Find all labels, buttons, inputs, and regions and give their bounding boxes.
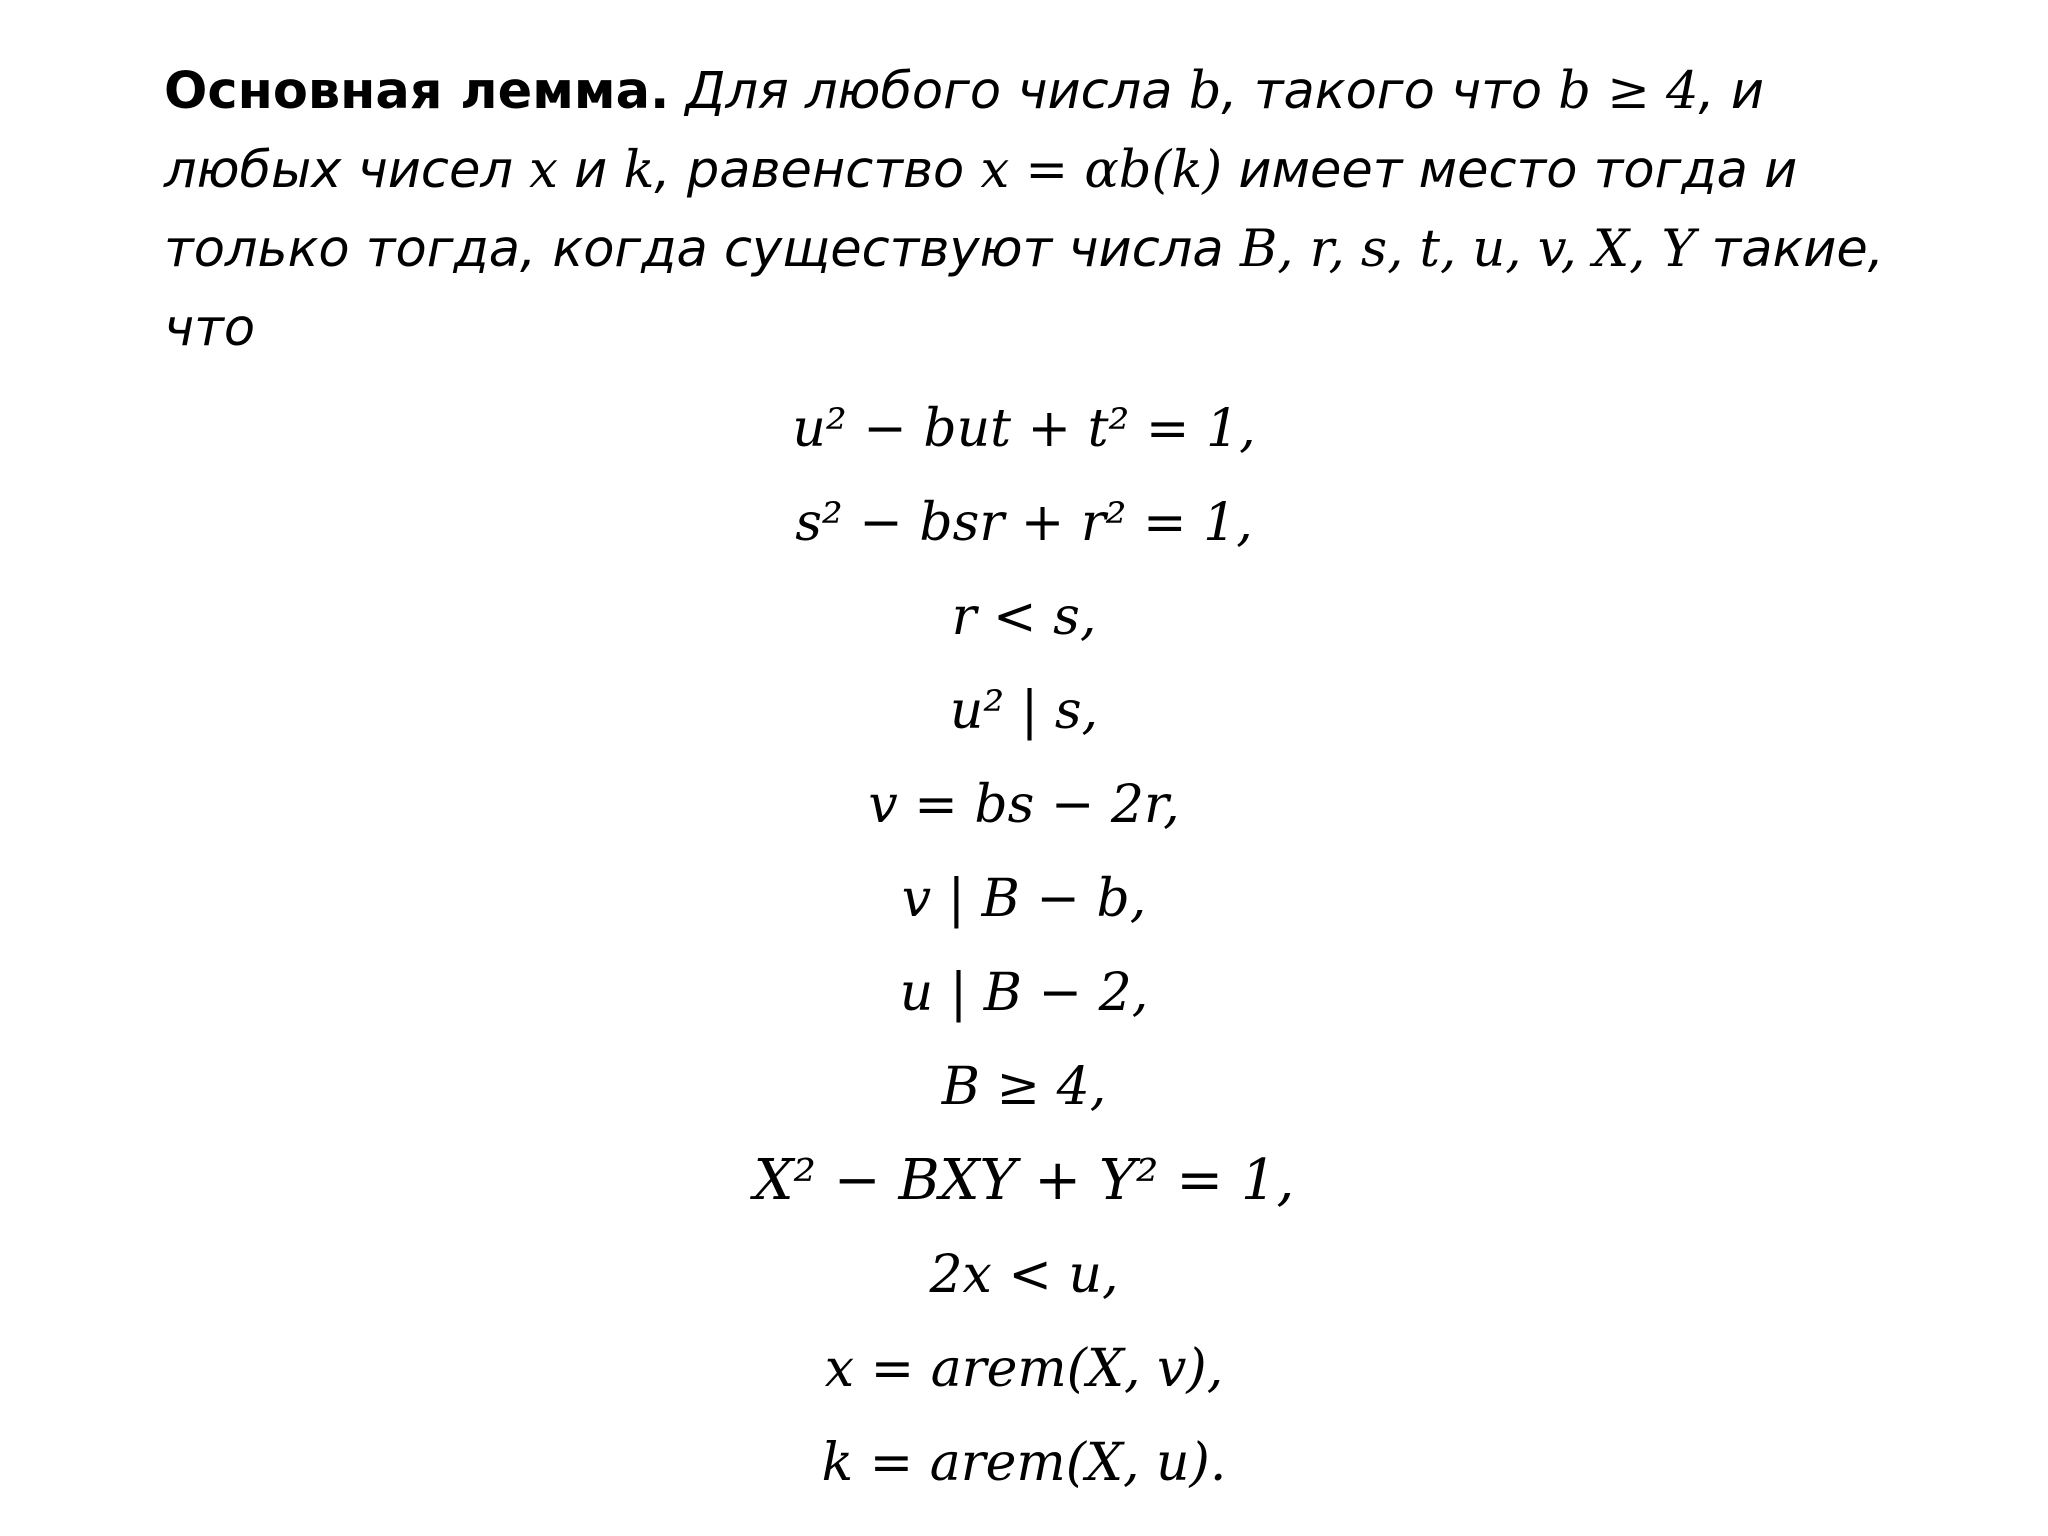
equation-4: u² | s, (949, 681, 1099, 741)
equation-list (0, 382, 2048, 1510)
equation-5: v = bs − 2r, (868, 775, 1180, 835)
equation-10: 2x < u, (929, 1245, 1119, 1305)
lemma-title: Основная лемма. (164, 62, 670, 121)
lemma-text-7: такие, что (164, 220, 1884, 358)
lemma-equation: x = αb(k) (980, 141, 1223, 200)
equation-9: X² − BXY + Y² = 1, (753, 1148, 1295, 1213)
lemma-text-1: Для любого числа (669, 62, 1189, 121)
equation-6: v | B − b, (901, 869, 1147, 929)
lemma-var-x: x (529, 141, 558, 200)
lemma-text-5: , равенство (654, 141, 981, 200)
lemma-text-2: , такого что (1221, 62, 1559, 121)
lemma-text-3: , и любых чисел (164, 62, 1765, 200)
lemma-text-6: имеет место тогда и только тогда, когда существуют числа (164, 141, 1798, 279)
equation-12: k = arem(X, u). (821, 1433, 1227, 1493)
lemma-condition: b ≥ 4 (1558, 62, 1699, 121)
equation-7: u | B − 2, (899, 963, 1149, 1023)
lemma-text-4: и (557, 141, 624, 200)
equation-11: x = arem(X, v), (824, 1339, 1224, 1399)
lemma-var-k: k (623, 141, 655, 200)
lemma-variables: B, r, s, t, u, v, X, Y (1239, 220, 1696, 279)
equation-1: u² − but + t² = 1, (792, 399, 1256, 459)
lemma-statement (164, 52, 1924, 368)
equation-2: s² − bsr + r² = 1, (795, 493, 1253, 553)
lemma-var-b: b (1188, 62, 1222, 121)
equation-3: r < s, (951, 587, 1097, 647)
equation-8: B ≥ 4, (941, 1057, 1107, 1117)
